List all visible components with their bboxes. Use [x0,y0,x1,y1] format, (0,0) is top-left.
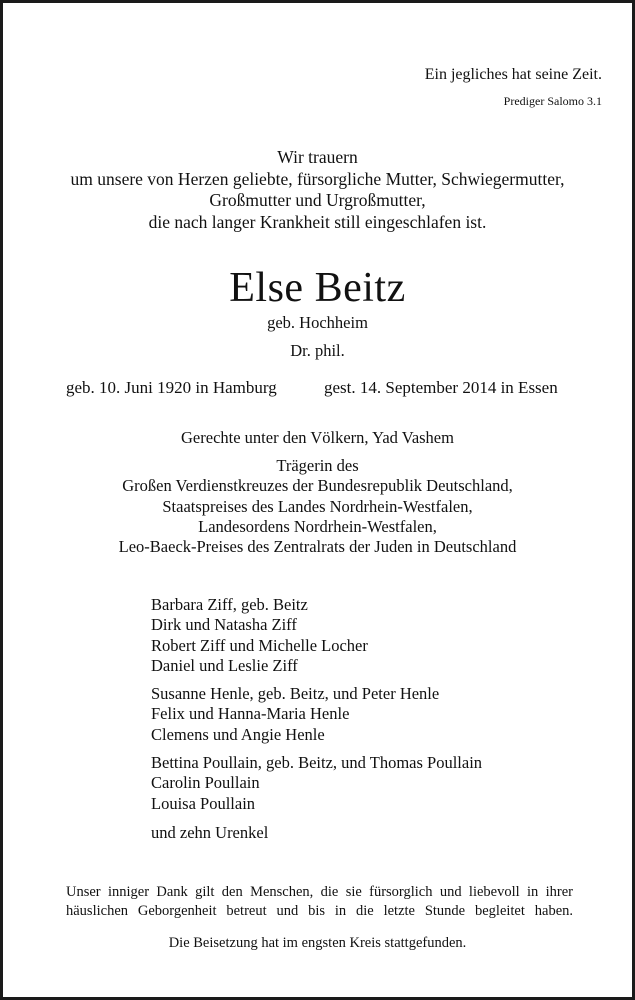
award-line: Staatspreises des Landes Nordrhein-Westfalen, [162,496,473,516]
great-grandchildren: und zehn Urenkel [151,823,269,842]
birth-info: geb. 10. Juni 1920 in Hamburg [66,378,277,397]
award-line: Trägerin des [276,456,359,475]
honor-line: Gerechte unter den Völkern, Yad Vashem [181,428,454,447]
award-line: Leo-Baeck-Preises des Zentralrats der Juden in Deutschland [118,537,517,557]
motto-quote: Ein jegliches hat seine Zeit. [424,66,602,83]
maiden-name: geb. Hochheim [267,313,368,332]
family-member: Robert Ziff und Michelle Locher [151,635,368,655]
funeral-note: Die Beisetzung hat im engsten Kreis stattgefunden. [168,935,467,951]
family-member: Louisa Poullain [151,793,256,813]
intro-line: um unsere von Herzen geliebte, fürsorgliche Mutter, Schwiegermutter, [70,168,565,189]
family-group-henle [151,684,439,745]
family-member: Felix und Hanna-Maria Henle [151,704,350,724]
family-member: Bettina Poullain, geb. Beitz, und Thomas Poullain [151,753,483,772]
motto-source: Prediger Salomo 3.1 [503,94,602,108]
family-member: Barbara Ziff, geb. Beitz [151,595,308,614]
thanks-paragraph [66,883,573,921]
intro-line: Wir trauern [277,147,358,167]
academic-title: Dr. phil. [290,341,345,360]
intro-text [3,147,632,233]
intro-line: die nach langer Krankheit still eingeschlafen ist. [148,211,487,232]
family-member: Clemens und Angie Henle [151,724,325,744]
family-member: Carolin Poullain [151,773,260,793]
award-line: Landesordens Nordrhein-Westfalen, [198,516,437,536]
thanks-line: häuslichen Geborgenheit betreut und bis in die letzte Stunde begleitet haben. [66,903,573,919]
thanks-line: Unser inniger Dank gilt den Menschen, die sie fürsorglich und liebevoll in ihrer [66,884,573,900]
deceased-name: Else Beitz [229,265,406,311]
family-member: Daniel und Leslie Ziff [151,655,298,675]
family-group-ziff [151,595,368,676]
award-line: Großen Verdienstkreuzes der Bundesrepublik Deutschland, [122,476,513,496]
intro-line: Großmutter und Urgroßmutter, [209,190,426,210]
awards-list [3,456,632,557]
family-member: Susanne Henle, geb. Beitz, und Peter Henle [151,684,440,703]
death-info: gest. 14. September 2014 in Essen [324,378,558,397]
family-group-poullain [151,753,482,814]
family-member: Dirk und Natasha Ziff [151,615,297,635]
